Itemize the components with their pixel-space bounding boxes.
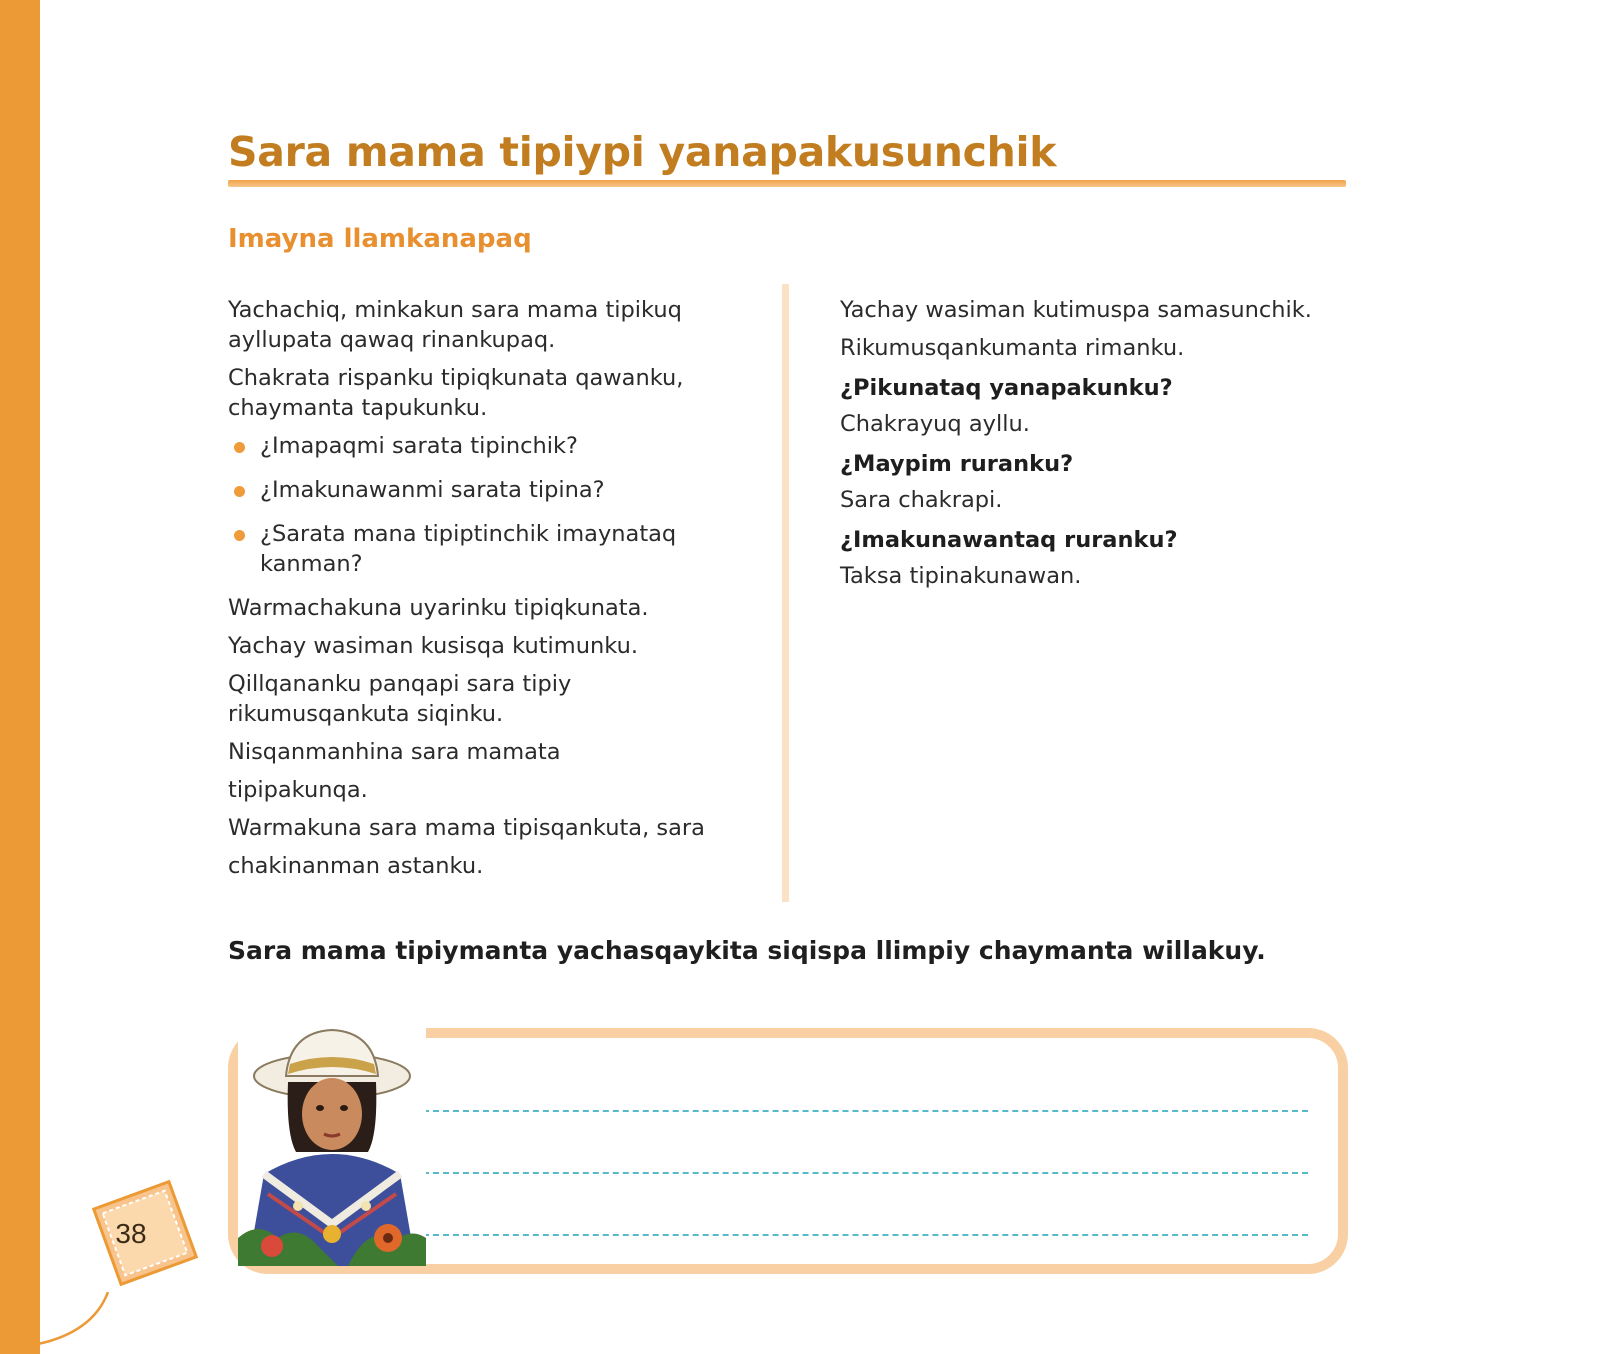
paragraph: Chakrata rispanku tipiqkunata qawanku, chaymanta tapukunku. (228, 365, 684, 421)
question: ¿Maypim ruranku? (840, 451, 1074, 477)
paragraph: Yachay wasiman kutimuspa samasunchik. (840, 297, 1312, 323)
list-item (228, 475, 758, 505)
bullet-icon (234, 442, 245, 453)
child-with-hat-illustration (238, 1024, 426, 1266)
answer: Sara chakrapi. (840, 487, 1003, 513)
list-item-text: ¿Sarata mana tipiptinchik imaynataq kanman? (260, 521, 677, 577)
writing-line[interactable] (423, 1172, 1308, 1174)
paragraph: Yachay wasiman kusisqa kutimunku. (228, 633, 638, 659)
paragraph: Qillqananku panqapi sara tipiy rikumusqankuta siqinku. (228, 671, 572, 727)
writing-line[interactable] (423, 1234, 1308, 1236)
bullet-icon (234, 486, 245, 497)
page-title: Sara mama tipiypi yanapakusunchik (228, 128, 1057, 176)
left-column (228, 295, 758, 889)
title-underline (228, 180, 1346, 187)
bullet-icon (234, 530, 245, 541)
paragraph: chakinanman astanku. (228, 853, 484, 879)
kite-string-icon (38, 1292, 118, 1354)
question: ¿Imakunawantaq ruranku? (840, 527, 1178, 553)
section-subtitle: Imayna llamkanapaq (228, 224, 532, 254)
question: ¿Pikunataq yanapakunku? (840, 375, 1173, 401)
column-divider (782, 284, 789, 902)
list-item-text: ¿Imapaqmi sarata tipinchik? (260, 433, 578, 459)
paragraph: Warmachakuna uyarinku tipiqkunata. (228, 595, 649, 621)
page-number: 38 (115, 1218, 147, 1249)
page-side-strip (0, 0, 40, 1354)
paragraph: tipipakunqa. (228, 777, 368, 803)
activity-instruction: Sara mama tipiymanta yachasqaykita siqispa llimpiy chaymanta willakuy. (228, 936, 1266, 965)
paragraph: Yachachiq, minkakun sara mama tipikuq ayllupata qawaq rinankupaq. (228, 297, 682, 353)
paragraph: Nisqanmanhina sara mamata (228, 739, 561, 765)
right-column (840, 295, 1340, 599)
list-item-text: ¿Imakunawanmi sarata tipina? (260, 477, 605, 503)
paragraph: Warmakuna sara mama tipisqankuta, sara (228, 815, 705, 841)
answer: Taksa tipinakunawan. (840, 563, 1082, 589)
question-list (228, 431, 758, 579)
writing-line[interactable] (423, 1110, 1308, 1112)
paragraph: Rikumusqankumanta rimanku. (840, 335, 1185, 361)
list-item (228, 431, 758, 461)
answer: Chakrayuq ayllu. (840, 411, 1030, 437)
list-item (228, 519, 758, 579)
